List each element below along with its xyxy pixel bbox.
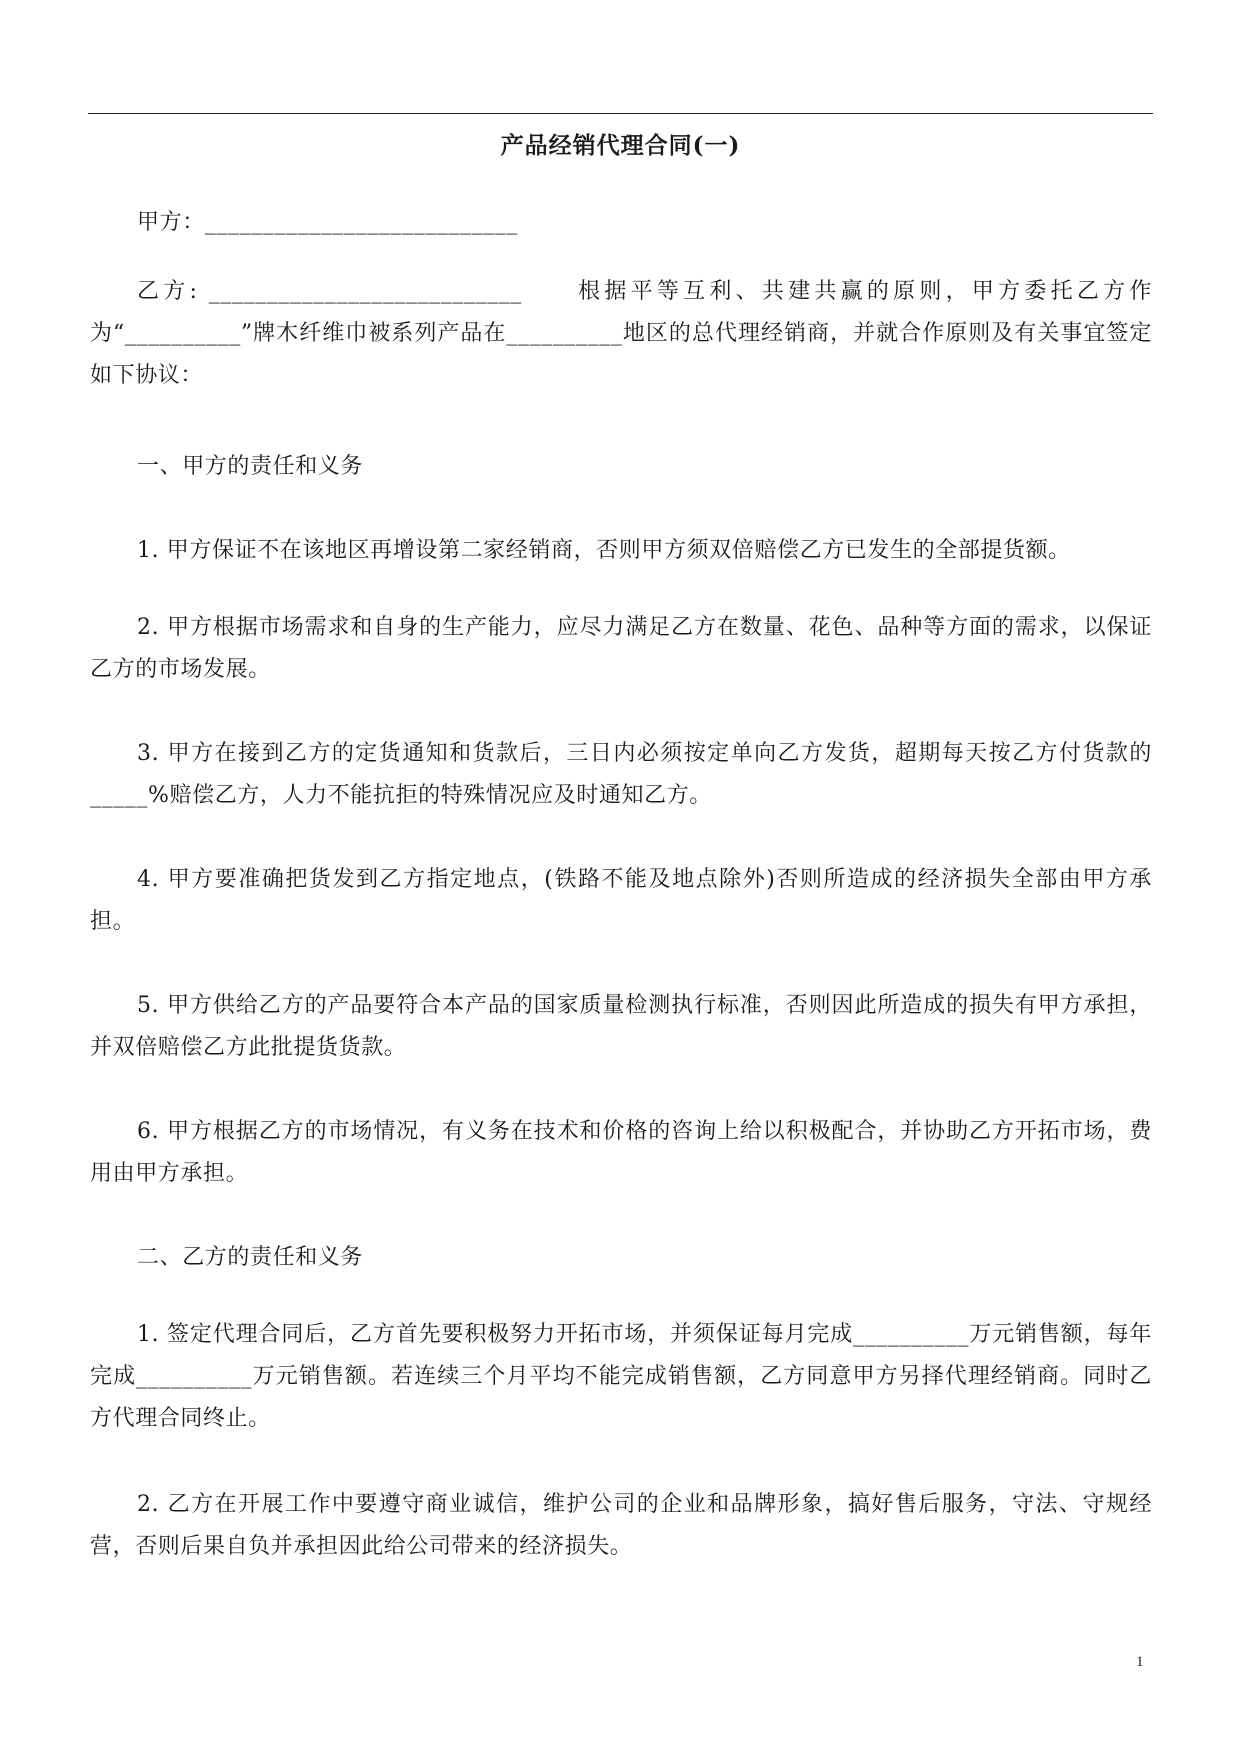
section-2-item: 2. 乙方在开展工作中要遵守商业诚信，维护公司的企业和品牌形象，搞好售后服务，守法、守规经营，否则后果自负并承担因此给公司带来的经济损失。 — [90, 1492, 1152, 1559]
header-rule — [88, 113, 1153, 114]
section-2-heading: 二、乙方的责任和义务 — [137, 1245, 364, 1270]
section-1-item: 4. 甲方要准确把货发到乙方指定地点，(铁路不能及地点除外)否则所造成的经济损失全部由甲方承担。 — [90, 867, 1152, 934]
section-1-item: 1. 甲方保证不在该地区再增设第二家经销商，否则甲方须双倍赔偿乙方已发生的全部提货额。 — [137, 538, 1071, 563]
section-1-item: 2. 甲方根据市场需求和自身的生产能力，应尽力满足乙方在数量、花色、品种等方面的需求，以保证乙方的市场发展。 — [90, 615, 1152, 682]
section-1-item: 5. 甲方供给乙方的产品要符合本产品的国家质量检测执行标准，否则因此所造成的损失有甲方承担，并双倍赔偿乙方此批提货货款。 — [90, 993, 1152, 1060]
party-b-intro-paragraph: 乙方: ___________________________ 根据平等互利、共建共赢的原则，甲方委托乙方作为“__________”牌木纤维巾被系列产品在__________地区的总代理经销商，并就合作原则及有关事宜签定如下协议： — [90, 279, 1152, 388]
section-1-item: 3. 甲方在接到乙方的定货通知和货款后，三日内必须按定单向乙方发货，超期每天按乙方付货款的_____%赔偿乙方，人力不能抗拒的特殊情况应及时通知乙方。 — [90, 741, 1152, 808]
party-a-line: 甲方：___________________________ — [137, 210, 518, 235]
section-1-item: 6. 甲方根据乙方的市场情况，有义务在技术和价格的咨询上给以积极配合，并协助乙方开拓市场，费用由甲方承担。 — [90, 1119, 1152, 1186]
section-2-item: 1. 签定代理合同后，乙方首先要积极努力开拓市场，并须保证每月完成__________万元销售额，每年完成__________万元销售额。若连续三个月平均不能完成销售额，乙方同意甲方另择代理经销商。同时乙方代理合同终止。 — [90, 1322, 1152, 1431]
section-1-heading: 一、甲方的责任和义务 — [137, 454, 364, 479]
page-number: 1 — [1136, 1654, 1144, 1670]
document-title: 产品经销代理合同(一) — [500, 132, 741, 159]
